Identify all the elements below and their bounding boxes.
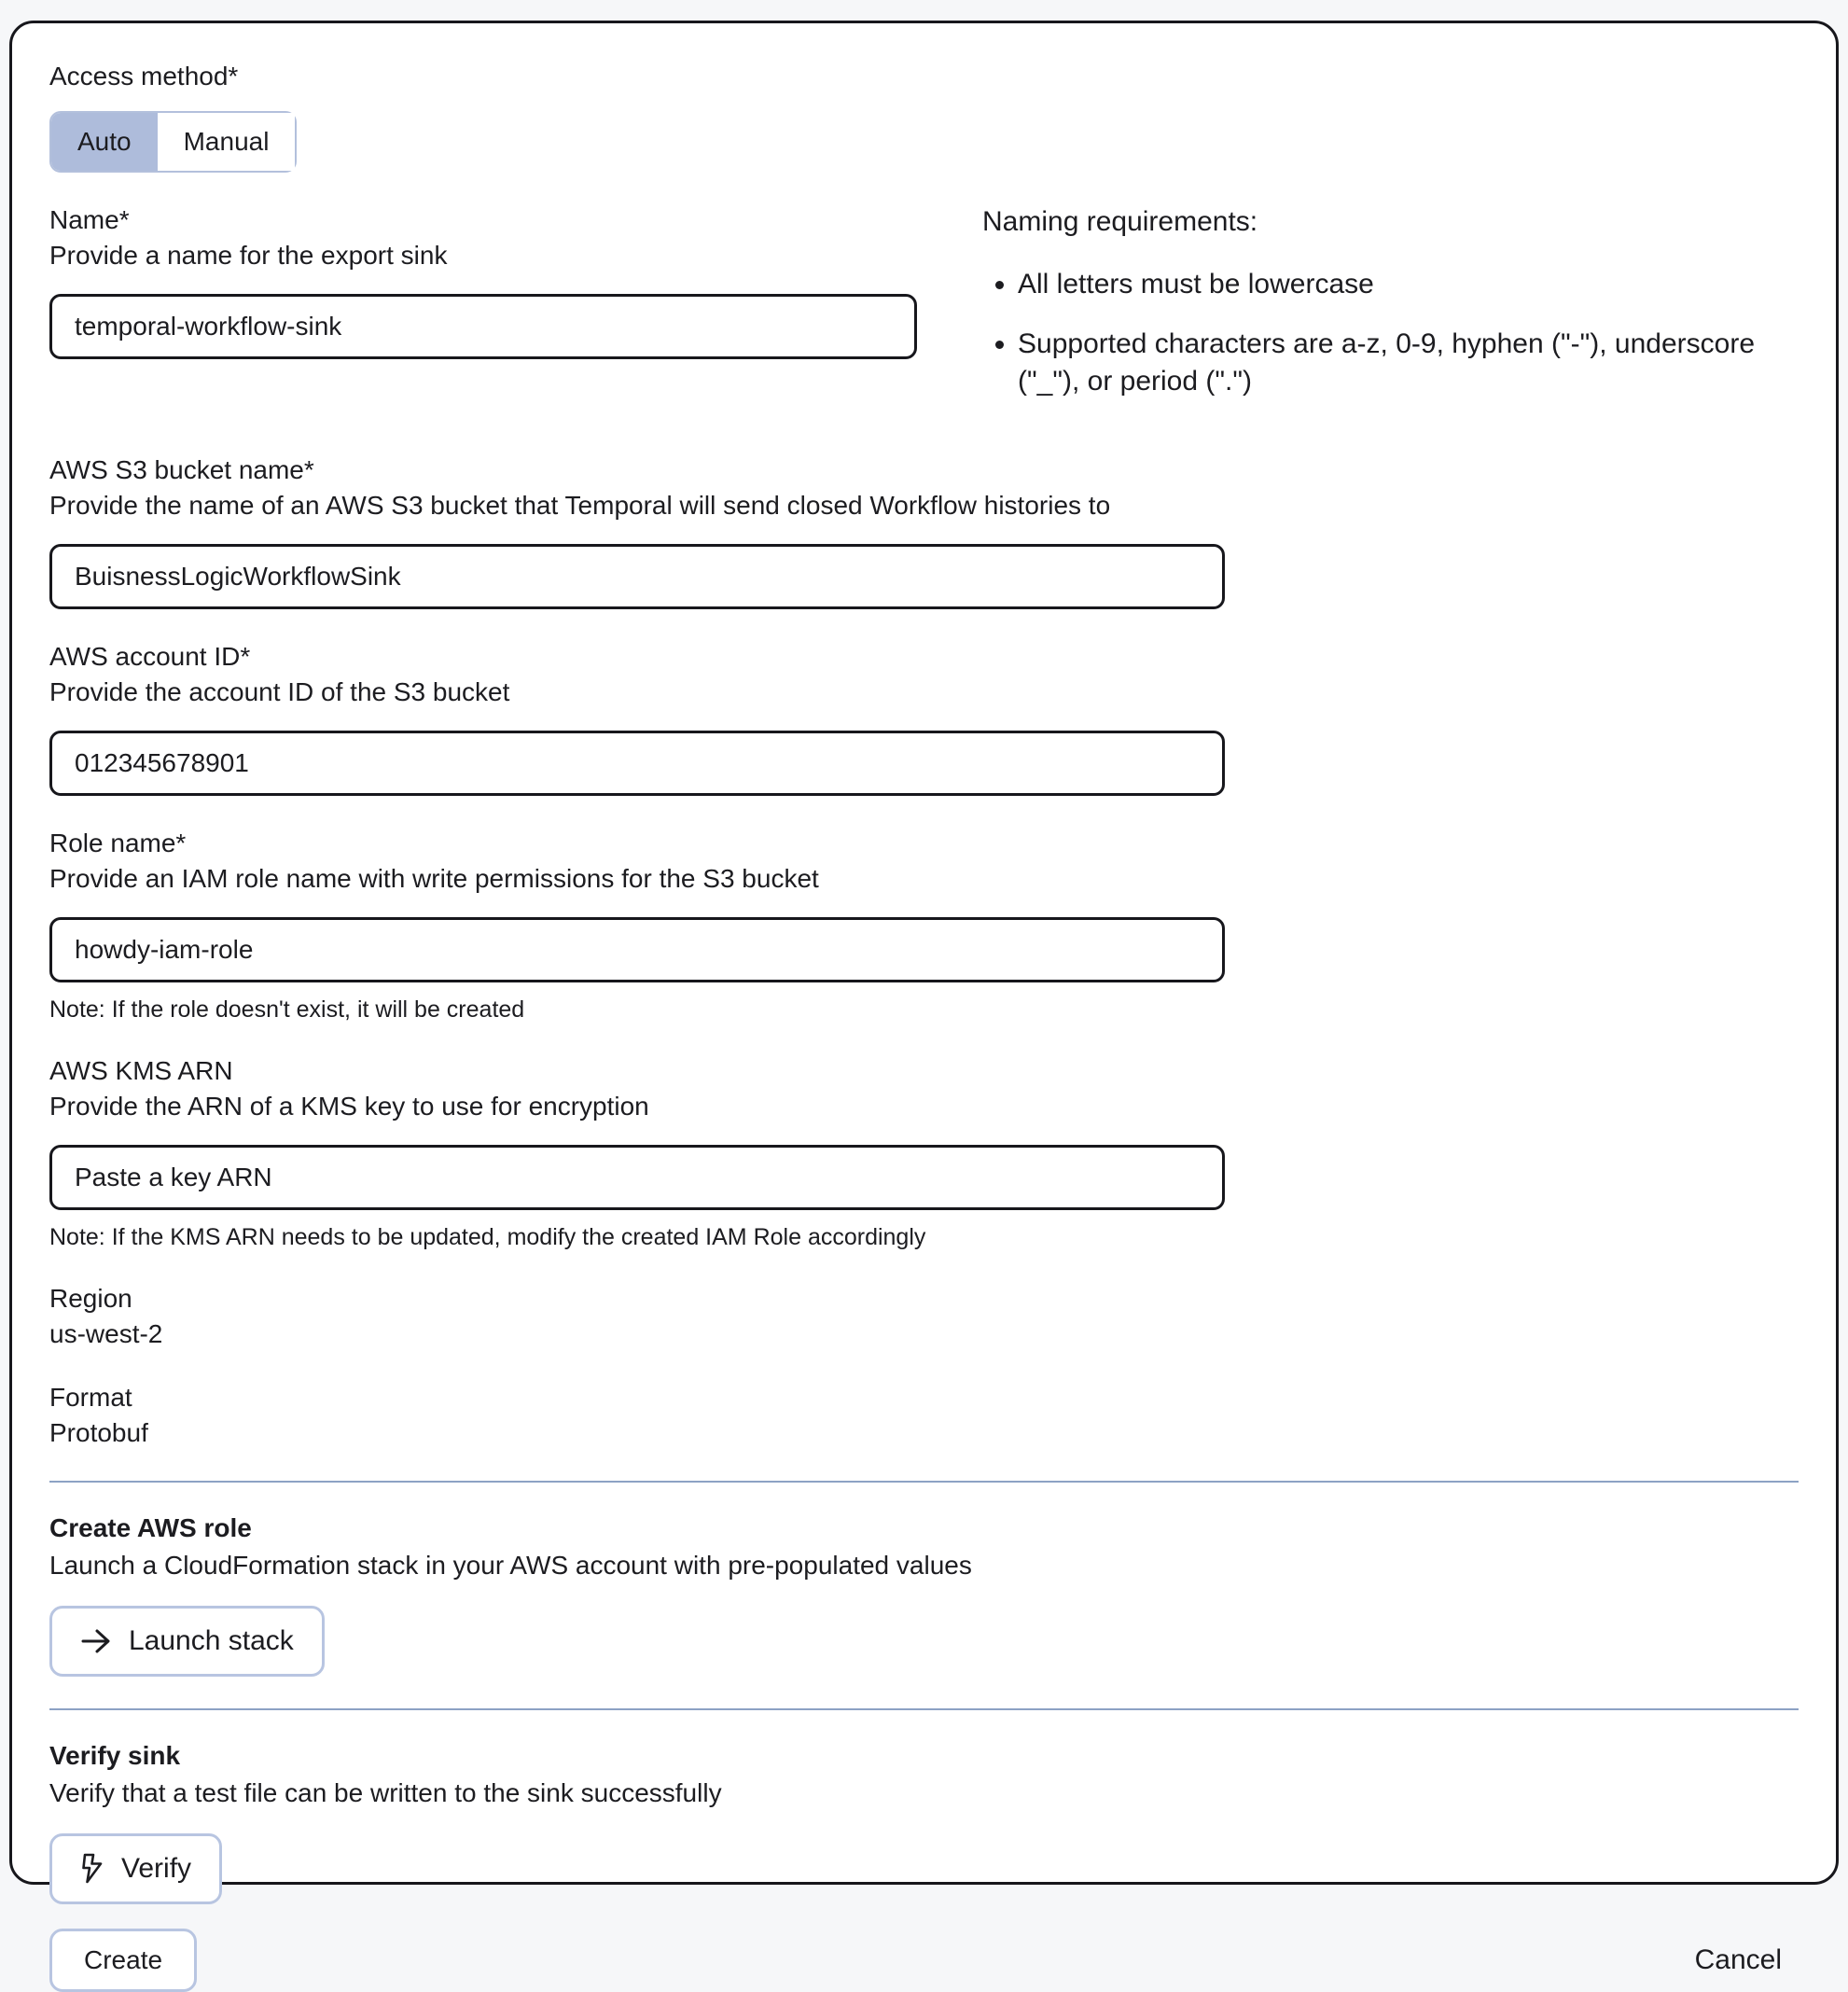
region-label: Region bbox=[49, 1284, 132, 1313]
section-divider bbox=[49, 1708, 1799, 1710]
account-id-description: Provide the account ID of the S3 bucket bbox=[49, 677, 510, 706]
name-description: Provide a name for the export sink bbox=[49, 241, 448, 270]
account-id-input[interactable] bbox=[49, 731, 1225, 796]
access-method-toggle[interactable] bbox=[49, 111, 297, 173]
format-group bbox=[49, 1382, 1799, 1449]
region-group bbox=[49, 1283, 1799, 1350]
form-footer bbox=[49, 1929, 1799, 1992]
name-input[interactable] bbox=[49, 294, 917, 359]
role-name-label: Role name* bbox=[49, 829, 187, 857]
create-button[interactable]: Create bbox=[49, 1929, 197, 1992]
naming-requirements-list bbox=[982, 266, 1799, 400]
verify-sink-title: Verify sink bbox=[49, 1741, 181, 1770]
role-name-description: Provide an IAM role name with write permissions for the S3 bucket bbox=[49, 864, 819, 893]
format-label: Format bbox=[49, 1383, 132, 1412]
export-sink-form-card bbox=[9, 21, 1839, 1975]
name-field-group bbox=[49, 204, 945, 423]
role-name-field-group bbox=[49, 828, 1799, 1024]
name-row bbox=[49, 204, 1799, 423]
section-divider bbox=[49, 1481, 1799, 1483]
s3-bucket-input[interactable] bbox=[49, 544, 1225, 609]
access-method-manual-option[interactable]: Manual bbox=[158, 113, 296, 171]
verify-sink-description: Verify that a test file can be written to the sink successfully bbox=[49, 1778, 722, 1807]
create-aws-role-section bbox=[49, 1512, 1799, 1677]
kms-arn-field-group bbox=[49, 1055, 1799, 1251]
format-value: Protobuf bbox=[49, 1418, 148, 1447]
naming-requirements-title: Naming requirements: bbox=[982, 206, 1258, 237]
kms-arn-input[interactable] bbox=[49, 1145, 1225, 1210]
access-method-auto-option[interactable]: Auto bbox=[51, 113, 158, 171]
arrow-right-icon bbox=[80, 1627, 112, 1655]
kms-arn-description: Provide the ARN of a KMS key to use for encryption bbox=[49, 1092, 649, 1121]
kms-arn-label: AWS KMS ARN bbox=[49, 1056, 233, 1085]
region-value: us-west-2 bbox=[49, 1319, 163, 1348]
kms-arn-note: Note: If the KMS ARN needs to be updated, modify the created IAM Role accordingly bbox=[49, 1224, 926, 1250]
name-label: Name* bbox=[49, 205, 130, 234]
role-name-note: Note: If the role doesn't exist, it will be created bbox=[49, 996, 525, 1023]
launch-stack-button-label: Launch stack bbox=[129, 1625, 294, 1656]
verify-sink-section bbox=[49, 1740, 1799, 1904]
naming-requirement-item: • All letters must be lowercase bbox=[1018, 266, 1799, 303]
launch-stack-button[interactable] bbox=[49, 1606, 325, 1677]
lightning-bolt-icon bbox=[80, 1853, 104, 1885]
create-aws-role-title: Create AWS role bbox=[49, 1513, 252, 1542]
naming-requirement-item: • Supported characters are a-z, 0-9, hyphen ("-"), underscore ("_"), or period (".") bbox=[1018, 326, 1799, 400]
account-id-field-group bbox=[49, 641, 1799, 796]
s3-bucket-label: AWS S3 bucket name* bbox=[49, 455, 314, 484]
account-id-label: AWS account ID* bbox=[49, 642, 251, 671]
naming-requirements bbox=[982, 204, 1799, 423]
verify-button-label: Verify bbox=[121, 1853, 192, 1884]
s3-bucket-field-group bbox=[49, 454, 1799, 609]
s3-bucket-description: Provide the name of an AWS S3 bucket that Temporal will send closed Workflow histories to bbox=[49, 491, 1111, 520]
cancel-button[interactable]: Cancel bbox=[1694, 1944, 1782, 1975]
verify-button[interactable] bbox=[49, 1833, 222, 1904]
access-method-label: Access method* bbox=[49, 62, 239, 91]
create-aws-role-description: Launch a CloudFormation stack in your AWS account with pre-populated values bbox=[49, 1551, 972, 1580]
role-name-input[interactable] bbox=[49, 917, 1225, 982]
